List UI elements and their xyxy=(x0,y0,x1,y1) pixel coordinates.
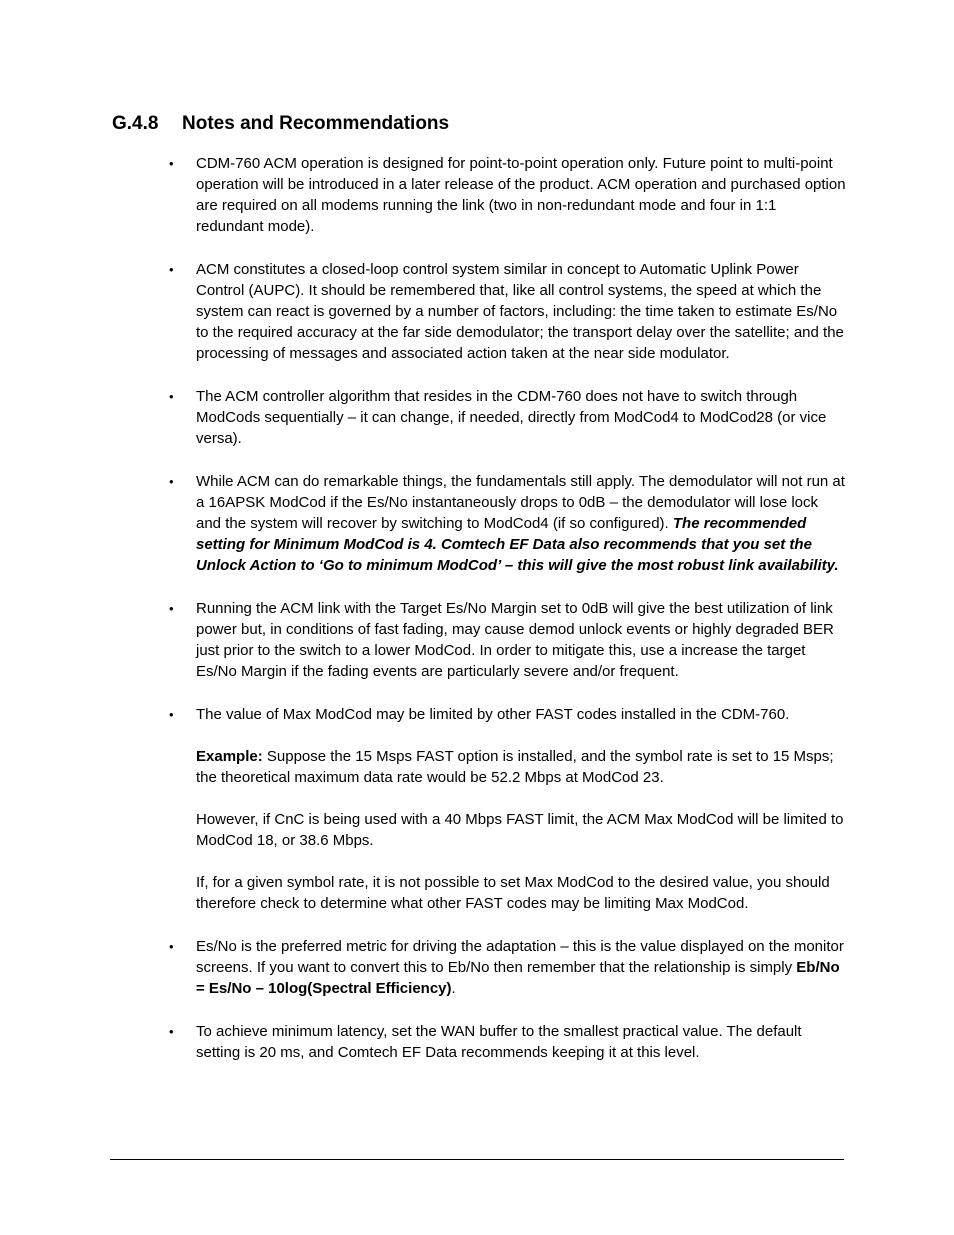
item-text xyxy=(196,471,846,576)
bullet-icon: • xyxy=(169,389,174,404)
item-text: ACM constitutes a closed-loop control system similar in concept to Automatic Uplink Power Control (AUPC). It should be remembered that, like all control systems, the speed at which the system can react is governed by a number of factors, including: the time taken to estimate Es/No to the required accuracy at the far side demodulator; the transport delay over the satellite; and the processing of messages and associated action taken at the near side modulator. xyxy=(196,261,844,362)
list-item xyxy=(166,598,846,682)
item-text-plain: While ACM can do remarkable things, the fundamentals still apply. The demodulator will not run at a 16APSK ModCod if the Es/No instantaneously drops to 0dB – the demodulator will lose lock and the system will recover by switching to ModCod4 (if so configured). xyxy=(196,473,845,532)
list-item xyxy=(166,386,846,449)
example-paragraph xyxy=(196,746,846,788)
list-item xyxy=(166,471,846,576)
bullet-icon: • xyxy=(169,939,174,954)
formula-tail: . xyxy=(451,980,456,997)
bullet-icon: • xyxy=(169,474,174,489)
section-heading xyxy=(112,112,449,136)
list-item xyxy=(166,153,846,237)
formula: Eb/No = Es/No – 10log(Spectral Efficiency) xyxy=(196,959,840,997)
item-text: Running the ACM link with the Target Es/No Margin set to 0dB will give the best utilization of link power but, in conditions of fast fading, may cause demod unlock events or highly degraded BER just prior to the switch to a lower ModCod. In order to mitigate this, use a increase the target Es/No Margin if the fading events are particularly severe and/or frequent. xyxy=(196,600,834,680)
recommendation-emphasis: The recommended setting for Minimum ModCod is 4. Comtech EF Data also recommends that you set the Unlock Action to ‘Go to minimum ModCod’ – this will give the most robust link availability. xyxy=(196,515,839,574)
bullet-icon: • xyxy=(169,707,174,722)
list-item xyxy=(166,936,846,999)
footer-rule xyxy=(110,1159,844,1160)
section-number: G.4.8 xyxy=(112,113,159,134)
followup-paragraph: If, for a given symbol rate, it is not possible to set Max ModCod to the desired value, you should therefore check to determine what other FAST codes may be limiting Max ModCod. xyxy=(196,874,830,912)
example-label: Example: xyxy=(196,748,263,765)
list-item xyxy=(166,704,846,914)
item-text xyxy=(196,936,846,999)
bullet-icon: • xyxy=(169,156,174,171)
list-item xyxy=(166,259,846,364)
bullet-icon: • xyxy=(169,601,174,616)
section-title: Notes and Recommendations xyxy=(182,113,450,134)
item-text-plain: Es/No is the preferred metric for driving the adaptation – this is the value displayed on the monitor screens. If you want to convert this to Eb/No then remember that the relationship is simply xyxy=(196,938,844,976)
list-item xyxy=(166,1021,846,1063)
followup-paragraph: However, if CnC is being used with a 40 Mbps FAST limit, the ACM Max ModCod will be limited to ModCod 18, or 38.6 Mbps. xyxy=(196,811,844,849)
notes-list xyxy=(166,153,846,1063)
bullet-icon: • xyxy=(169,1024,174,1039)
item-text: To achieve minimum latency, set the WAN buffer to the smallest practical value. The default setting is 20 ms, and Comtech EF Data recommends keeping it at this level. xyxy=(196,1023,802,1061)
example-text: Suppose the 15 Msps FAST option is installed, and the symbol rate is set to 15 Msps; the theoretical maximum data rate would be 52.2 Mbps at ModCod 23. xyxy=(196,748,834,786)
bullet-icon: • xyxy=(169,262,174,277)
item-text: The ACM controller algorithm that resides in the CDM-760 does not have to switch through ModCods sequentially – it can change, if needed, directly from ModCod4 to ModCod28 (or vice versa). xyxy=(196,388,827,447)
item-text: CDM-760 ACM operation is designed for point-to-point operation only. Future point to multi-point operation will be introduced in a later release of the product. ACM operation and purchased option are required on all modems running the link (two in non-redundant mode and four in 1:1 redundant mode). xyxy=(196,155,846,235)
item-text: The value of Max ModCod may be limited by other FAST codes installed in the CDM-760. xyxy=(196,706,790,723)
